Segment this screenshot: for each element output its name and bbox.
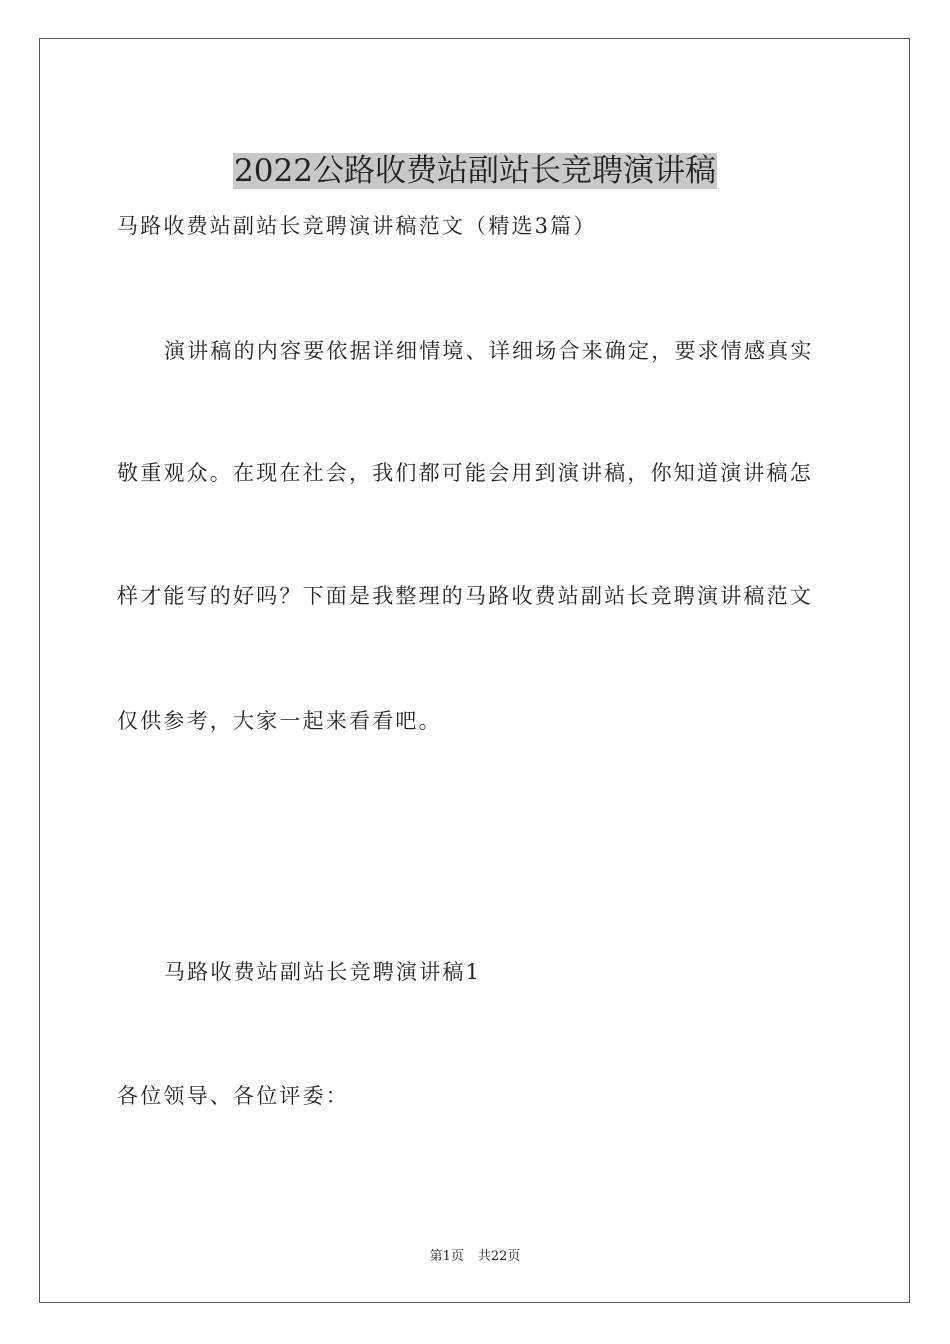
intro-paragraph-line-2: 敬重观众。在现在社会，我们都可能会用到演讲稿，你知道演讲稿怎 [117, 461, 813, 485]
page-number-total: 共22页 [477, 1249, 521, 1264]
page-number-current: 第1页 [429, 1249, 464, 1264]
document-title: 2022公路收费站副站长竞聘演讲稿 [234, 152, 716, 189]
intro-paragraph-line-3: 样才能写的好吗？下面是我整理的马路收费站副站长竞聘演讲稿范文 [117, 584, 813, 608]
intro-paragraph-line-1: 演讲稿的内容要依据详细情境、详细场合来确定，要求情感真实 [164, 339, 814, 363]
document-subtitle: 马路收费站副站长竞聘演讲稿范文（精选3篇） [117, 214, 597, 238]
intro-paragraph-line-4: 仅供参考，大家一起来看看吧。 [117, 709, 442, 733]
page-footer [0, 1248, 950, 1266]
section-heading: 马路收费站副站长竞聘演讲稿1 [164, 960, 482, 984]
salutation: 各位领导、各位评委： [117, 1084, 349, 1108]
